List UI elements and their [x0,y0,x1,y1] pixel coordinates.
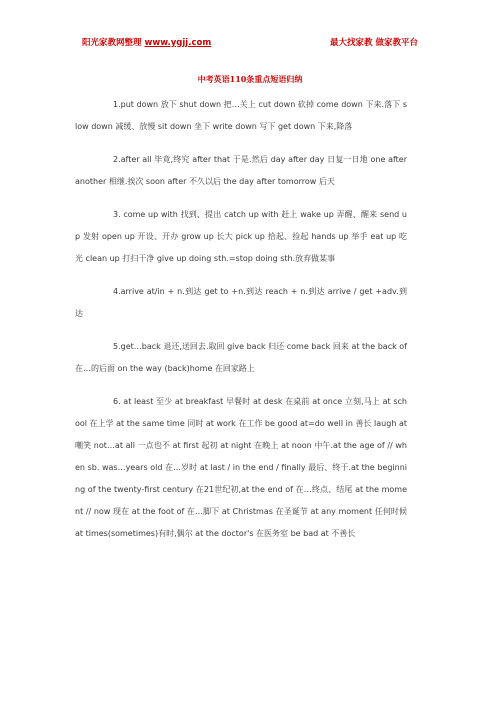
page-header [82,36,418,50]
document-title: 中考英语110条重点短语归纳 [197,74,303,84]
phrase-group-1: 1.put down 放下 shut down 把…关上 cut down 砍掉 come down 下来.落下 slow down 减缓、放慢 sit down 坐下 write down 写下 get down 下来,降落 [75,100,407,131]
phrase-group-4: 4.arrive at/in + n.到达 get to +n.到达 reach + n.到达 arrive / get +adv.到达 [75,287,407,318]
phrase-group-5: 5.get…back 退还,送回去.取回 give back 归还 come back 回来 at the back of 在…的后面 on the way (back)home 在回家路上 [75,342,407,373]
phrase-group-6: 6. at least 至少 at breakfast 早餐时 at desk 在桌前 at once 立刻,马上 at school 在上学 at the same time 同时 at work 在工作 be good at=do well in 善长 laugh at 嘲笑 not…at all 一点也不 at first 起初 at night 在晚上 at noon 中午.at the age of // when sb. was…years old 在…岁时 at last / in the end / finally 最后、终于.at the beginning of the twenty-first century 在21世纪初,at the end of 在…终点、结尾 at the moment // now 现在 at the foot of 在…脚下 at Christmas 在圣诞节 at any moment 任何时候 at times(sometimes)有时,偶尔 at the doctor's 在医务室 be bad at 不善长 [75,397,407,538]
header-source [82,36,211,48]
phrase-group-3: 3. come up with 找到、提出 catch up with 赶上 wake up 弄醒、醒来 send up 发射 open up 开设、开办 grow up 长大 pick up 拾起、捡起 hands up 举手 eat up 吃光 clean up 打扫干净 give up doing sth.=stop doing sth.放弃做某事 [75,210,407,263]
site-url-link[interactable]: www.ygjj.com [144,38,212,48]
site-name: 阳光家教网整理 [82,38,142,48]
header-slogan: 最大找家教 做家教平台 [330,38,418,48]
phrase-group-2: 2.after all 毕竟,终究 after that 于是.然后 day after day 日复一日地 one after another 相继.挨次 soon after 不久以后 the day after tomorrow 后天 [75,155,407,186]
document-body [75,94,407,556]
